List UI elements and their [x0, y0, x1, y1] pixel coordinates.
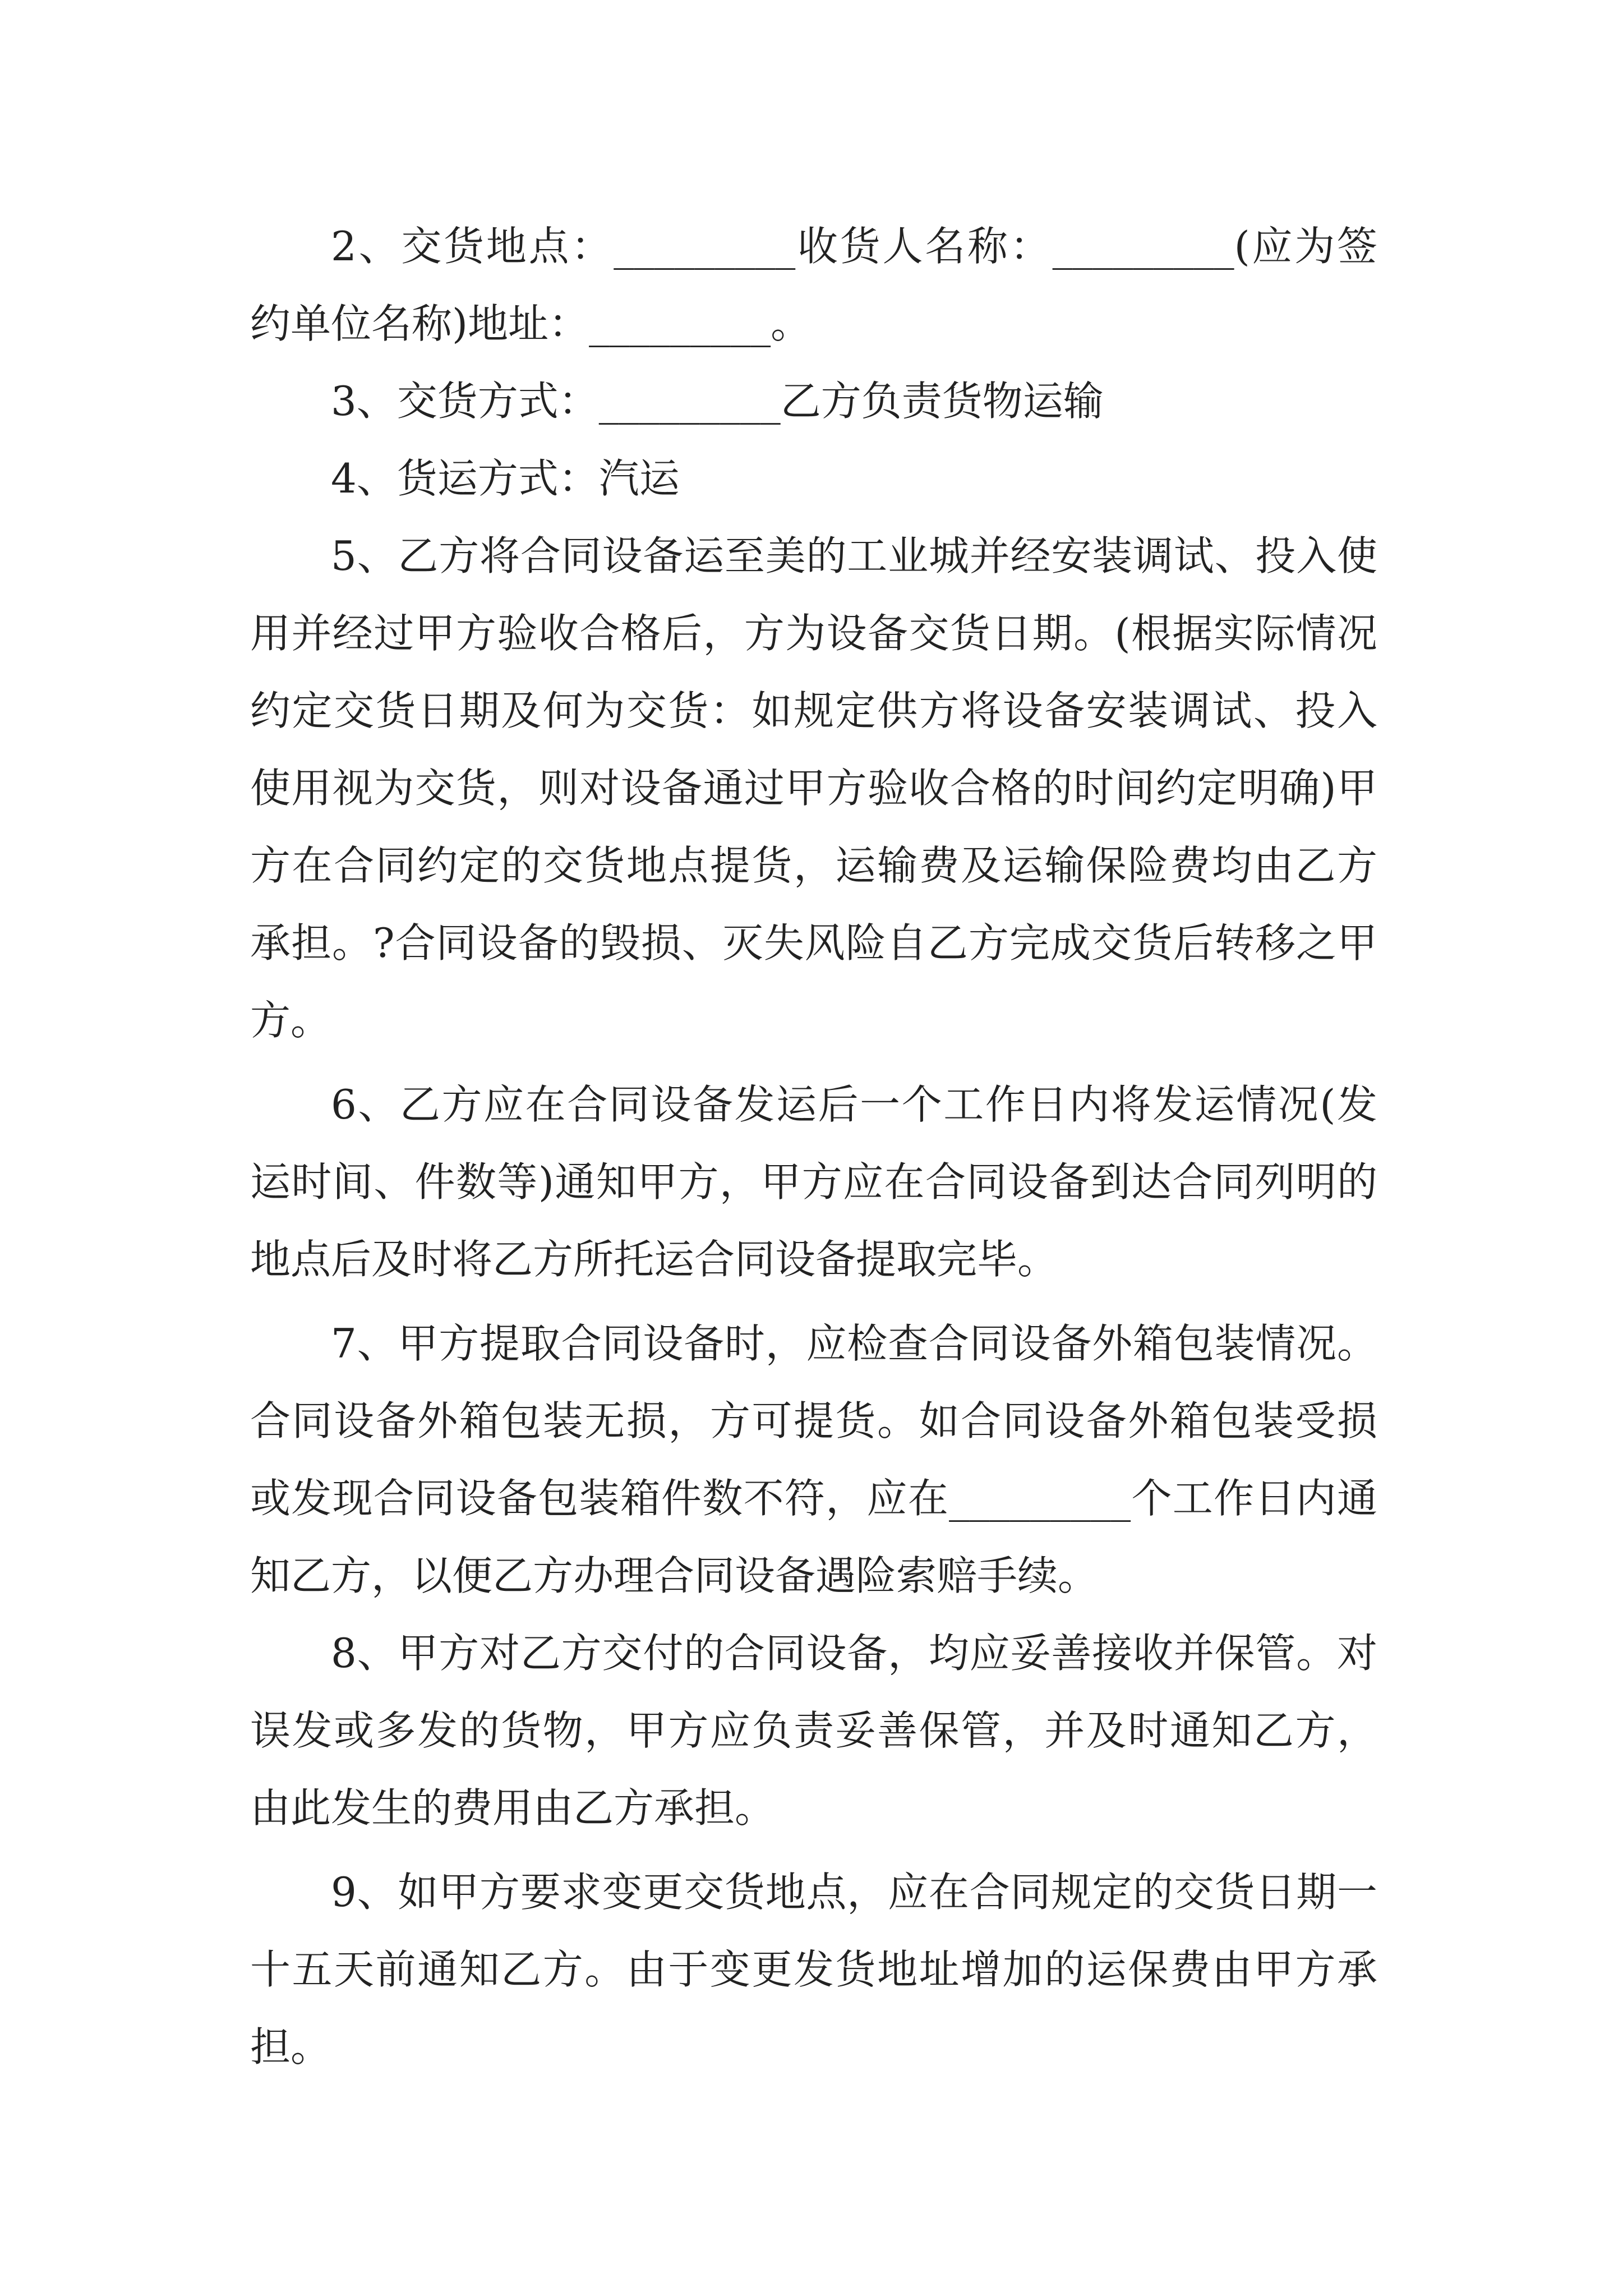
clause-9-location-change: 9、如甲方要求变更交货地点，应在合同规定的交货日期一十五天前通知乙方。由于变更发货地址增加的运保费由甲方承担。 [250, 1869, 1377, 2070]
clause-7-inspection: 7、甲方提取合同设备时，应检查合同设备外箱包装情况。合同设备外箱包装无损，方可提货。如合同设备外箱包装受损或发现合同设备包装箱件数不符，应在_________个工作日内通知乙方，以便乙方办理合同设备遇险索赔手续。 [250, 1320, 1377, 1599]
clause-2-delivery-location: 2、交货地点：_________收货人名称：_________(应为签约单位名称)地址：_________。 [250, 223, 1377, 347]
clause-8-custody: 8、甲方对乙方交付的合同设备，均应妥善接收并保管。对误发或多发的货物，甲方应负责妥善保管，并及时通知乙方，由此发生的费用由乙方承担。 [250, 1630, 1377, 1832]
clause-5-delivery-date: 5、乙方将合同设备运至美的工业城并经安装调试、投入使用并经过甲方验收合格后，方为设备交货日期。(根据实际情况约定交货日期及何为交货：如规定供方将设备安装调试、投入使用视为交货，则对设备通过甲方验收合格的时间约定明确)甲方在合同约定的交货地点提货，运输费及运输保险费均由乙方承担。?合同设备的毁损、灭失风险自乙方完成交货后转移之甲方。 [250, 532, 1377, 1044]
clause-4-shipping-method: 4、货运方式：汽运 [331, 455, 680, 502]
document-body [250, 208, 1377, 2086]
clause-6-shipping-notice: 6、乙方应在合同设备发运后一个工作日内将发运情况(发运时间、件数等)通知甲方，甲方应在合同设备到达合同列明的地点后及时将乙方所托运合同设备提取完毕。 [250, 1081, 1377, 1283]
clause-3-delivery-method: 3、交货方式：_________乙方负责货物运输 [331, 378, 1104, 425]
